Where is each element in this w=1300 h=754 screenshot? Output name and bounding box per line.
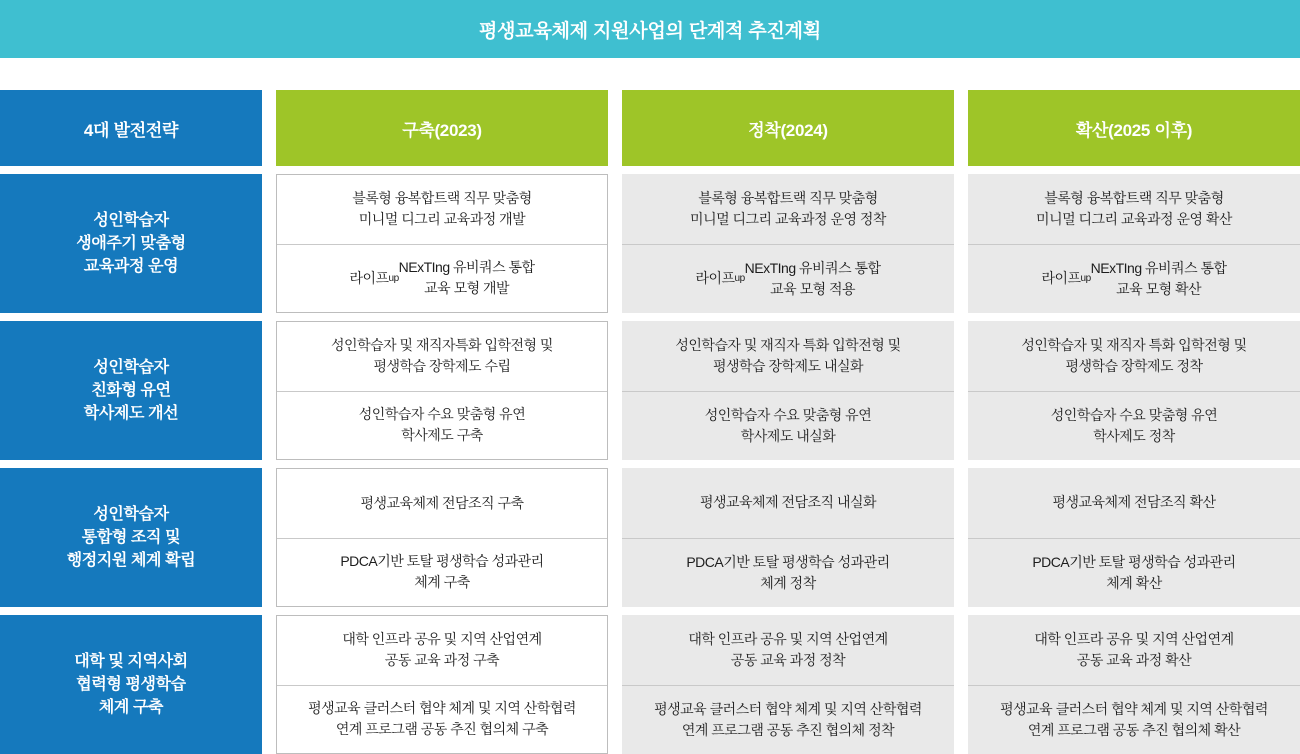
cell-group-r1c2 bbox=[622, 174, 954, 313]
cell-group-r3c3 bbox=[968, 468, 1300, 607]
cell-r2c3-a: 성인학습자 및 재직자 특화 입학전형 및 평생학습 장학제도 정착 bbox=[1021, 336, 1247, 374]
cell-r4c3-b: 평생교육 클러스터 협약 체계 및 지역 산학협력 연계 프로그램 공동 추진 협의체 확산 bbox=[968, 685, 1300, 754]
cell-r2c2-b: 성인학습자 수요 맞춤형 유연 학사제도 내실화 bbox=[622, 391, 954, 461]
cell-group-r2c2 bbox=[622, 321, 954, 460]
cell-r3c2-a: 평생교육체제 전담조직 내실화 bbox=[699, 494, 877, 511]
page-title: 평생교육체제 지원사업의 단계적 추진계획 bbox=[478, 20, 821, 42]
cell-r1c2-a: 블록형 융복합트랙 직무 맞춤형 미니멀 디그리 교육과정 운영 정착 bbox=[690, 189, 886, 227]
cell-r1c3-a: 블록형 융복합트랙 직무 맞춤형 미니멀 디그리 교육과정 운영 확산 bbox=[1036, 189, 1232, 227]
cell-group-r2c3 bbox=[968, 321, 1300, 460]
cell-group-r4c3 bbox=[968, 615, 1300, 754]
grid-spacer bbox=[0, 58, 1300, 90]
header-phase-2: 정착(2024) bbox=[622, 90, 954, 166]
cell-r2c3-b: 성인학습자 수요 맞춤형 유연 학사제도 정착 bbox=[968, 391, 1300, 461]
cell-r2c1-b: 성인학습자 수요 맞춤형 유연 학사제도 구축 bbox=[277, 391, 607, 460]
cell-group-r3c2 bbox=[622, 468, 954, 607]
strategy-label-2: 성인학습자 친화형 유연 학사제도 개선 bbox=[0, 321, 262, 460]
header-phase-1: 구축(2023) bbox=[276, 90, 608, 166]
cell-r3c2-b: PDCA기반 토탈 평생학습 성과관리 체계 정착 bbox=[622, 538, 954, 608]
cell-r1c2-b: 라이프 up NExTIng 유비쿼스 통합 교육 모형 적용 bbox=[622, 244, 954, 314]
cell-group-r2c1 bbox=[276, 321, 608, 460]
cell-group-r1c3 bbox=[968, 174, 1300, 313]
cell-group-r4c2 bbox=[622, 615, 954, 754]
cell-r3c1-a: 평생교육체제 전담조직 구축 bbox=[360, 494, 524, 511]
cell-group-r1c1 bbox=[276, 174, 608, 313]
cell-r4c1-b: 평생교육 클러스터 협약 체계 및 지역 산학협력 연계 프로그램 공동 추진 협의체 구축 bbox=[277, 685, 607, 754]
cell-r2c1-a: 성인학습자 및 재직자특화 입학전형 및 평생학습 장학제도 수립 bbox=[331, 337, 553, 375]
cell-r4c1-a: 대학 인프라 공유 및 지역 산업연계 공동 교육 과정 구축 bbox=[342, 631, 542, 669]
cell-group-r4c1 bbox=[276, 615, 608, 754]
strategy-label-4: 대학 및 지역사회 협력형 평생학습 체계 구축 bbox=[0, 615, 262, 754]
cell-r1c3-b: 라이프 up NExTIng 유비쿼스 통합 교육 모형 확산 bbox=[968, 244, 1300, 314]
cell-r3c3-b: PDCA기반 토탈 평생학습 성과관리 체계 확산 bbox=[968, 538, 1300, 608]
strategy-label-1: 성인학습자 생애주기 맞춤형 교육과정 운영 bbox=[0, 174, 262, 313]
header-phase-3: 확산(2025 이후) bbox=[968, 90, 1300, 166]
cell-r1c1-b: 라이프 up NExTIng 유비쿼스 통합 교육 모형 개발 bbox=[277, 244, 607, 313]
header-strategy-label: 4대 발전전략 bbox=[0, 90, 262, 166]
strategy-label-3: 성인학습자 통합형 조직 및 행정지원 체계 확립 bbox=[0, 468, 262, 607]
diagram-title-bar bbox=[0, 0, 1300, 58]
cell-r4c2-b: 평생교육 클러스터 협약 체계 및 지역 산학협력 연계 프로그램 공동 추진 협의체 정착 bbox=[622, 685, 954, 754]
cell-r2c2-a: 성인학습자 및 재직자 특화 입학전형 및 평생학습 장학제도 내실화 bbox=[675, 336, 901, 374]
cell-group-r3c1 bbox=[276, 468, 608, 607]
cell-r1c1-a: 블록형 융복합트랙 직무 맞춤형 미니멀 디그리 교육과정 개발 bbox=[352, 190, 532, 228]
roadmap-grid bbox=[0, 58, 1300, 754]
cell-r4c2-a: 대학 인프라 공유 및 지역 산업연계 공동 교육 과정 정착 bbox=[688, 630, 888, 668]
cell-r3c3-a: 평생교육체제 전담조직 확산 bbox=[1052, 494, 1216, 511]
cell-r3c1-b: PDCA기반 토탈 평생학습 성과관리 체계 구축 bbox=[277, 538, 607, 607]
cell-r4c3-a: 대학 인프라 공유 및 지역 산업연계 공동 교육 과정 확산 bbox=[1034, 630, 1234, 668]
